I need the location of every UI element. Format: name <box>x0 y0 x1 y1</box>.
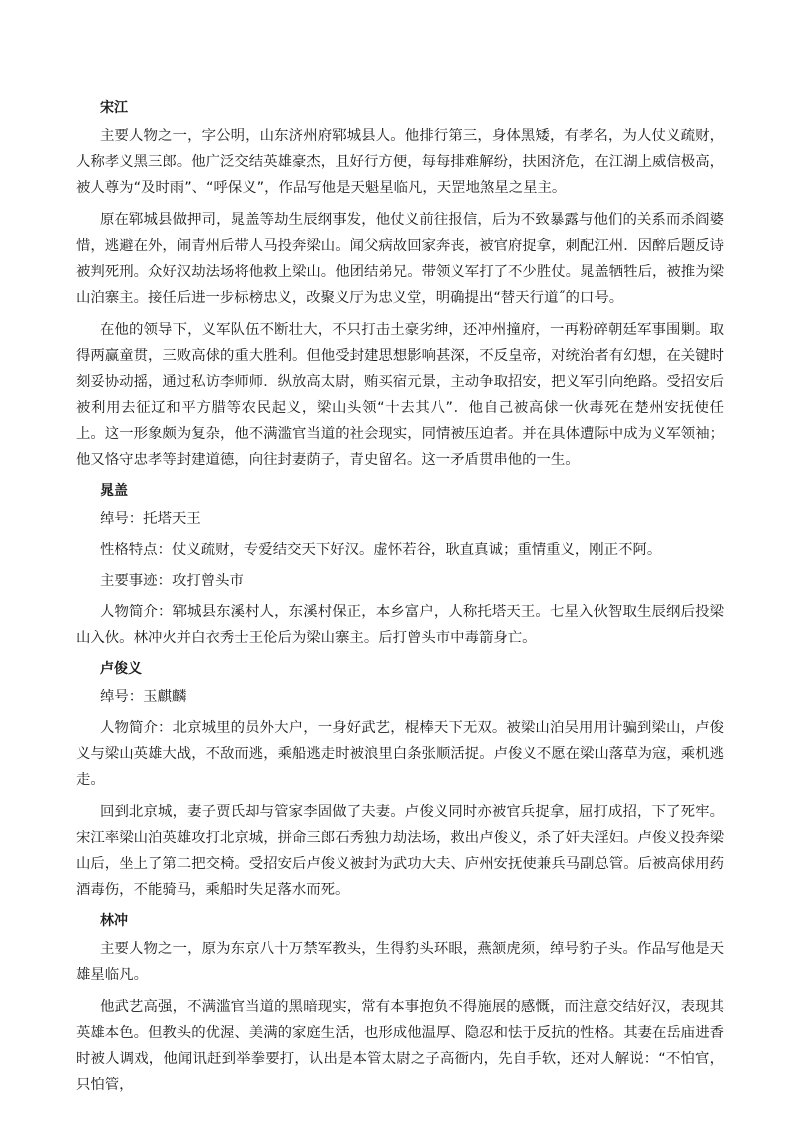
section-chaogai <box>76 479 724 651</box>
paragraph: 回到北京城，妻子贾氏却与管家李固做了夫妻。卢俊义同时亦被官兵捉拿，屈打成招，下了死牢。宋江率梁山泊英雄攻打北京城，拼命三郎石秀独力劫法场，救出卢俊义，杀了奸夫淫妇。卢俊义投奔梁山后，坐上了第二把交椅。受招安后卢俊义被封为武功大夫、庐州安抚使兼兵马副总管。后被高俅用药酒毒伤，不能骑马，乘船时失足落水而死。 <box>76 804 724 898</box>
paragraph: 他武艺高强，不满滥官当道的黑暗现实，常有本事抱负不得施展的感慨，而注意交结好汉，表现其英雄本色。但教头的优渥、美满的家庭生活，也形成他温厚、隐忍和怯于反抗的性格。其妻在岳庙进香时被人调戏，他闻讯赶到举拳要打，认出是本管太尉之子高衙内，先自手软，还对人解说：“不怕官，只怕管， <box>76 999 724 1093</box>
paragraph: 性格特点：仗义疏财，专爱结交天下好汉。虚怀若谷，耿直真诚；重情重义，刚正不阿。 <box>100 542 662 558</box>
section-lujunyi <box>76 657 724 903</box>
section-title: 晁盖 <box>100 483 128 499</box>
section-linchong <box>76 909 724 1098</box>
paragraph: 主要事迹：攻打曾头市 <box>100 573 244 589</box>
paragraph: 主要人物之一，原为东京八十万禁军教头，生得豹头环眼，燕颔虎须，绰号豹子头。作品写他是天雄星临凡。 <box>76 941 724 983</box>
section-songjiang <box>76 96 724 473</box>
section-title: 宋江 <box>100 100 128 116</box>
paragraph: 原在郓城县做押司，晁盖等劫生辰纲事发，他仗义前往报信，后为不致暴露与他们的关系而杀阎婆惜，逃避在外，闹青州后带人马投奔梁山。闻父病故回家奔丧，被官府捉拿，刺配江州．因醉后题反诗被判死刑。众好汉劫法场将他救上梁山。他团结弟兄。带领义军打了不少胜仗。晁盖牺牲后，被推为梁山泊寨主。接任后进一步标榜忠义，改聚义厅为忠义堂，明确提出“替天行道˝的口号。 <box>76 212 724 306</box>
paragraph: 在他的领导下，义军队伍不断壮大，不只打击土豪劣绅，还冲州撞府，一再粉碎朝廷军事围剿。取得两赢童贯，三败高俅的重大胜利。但他受封建思想影响甚深，不反皇帝，对统治者有幻想，在关键时刻妥协动摇，通过私访李师师．纵放高太尉，贿买宿元景，主动争取招安，把义军引向绝路。受招安后被利用去征辽和平方腊等农民起义，梁山头领“十去其八”．他自己被高俅一伙毒死在楚州安抚使任上。这一形象颇为复杂，他不满滥官当道的社会现实，同情被压迫者。并在具体遭际中成为义军领袖；他又恪守忠孝等封建道德，向往封妻荫子，青史留名。这一矛盾贯串他的一生。 <box>76 322 724 468</box>
section-title: 卢俊义 <box>100 661 142 677</box>
paragraph: 人物简介：郓城县东溪村人，东溪村保正，本乡富户，人称托塔天王。七星入伙智取生辰纲后投梁山入伙。林冲火并白衣秀士王伦后为梁山寨主。后打曾头市中毒箭身亡。 <box>76 604 724 646</box>
paragraph: 人物简介：北京城里的员外大户，一身好武艺，棍棒天下无双。被梁山泊吴用用计骗到梁山，卢俊义与梁山英雄大战，不敌而逃，乘船逃走时被浪里白条张顺活捉。卢俊义不愿在梁山落草为寇，乘机逃走。 <box>76 720 724 788</box>
paragraph: 主要人物之一，字公明，山东济州府郓城县人。他排行第三，身体黑矮，有孝名，为人仗义疏财，人称孝义黑三郎。他广泛交结英雄豪杰，且好行方便，每每排难解纷，扶困济危，在江湖上威信极高，被人尊为“及时雨”、“呼保义”，作品写他是天魁星临凡，天罡地煞星之星主。 <box>76 128 724 196</box>
paragraph: 绰号：托塔天王 <box>100 511 201 527</box>
document-body <box>76 96 724 1104</box>
paragraph: 绰号：玉麒麟 <box>100 689 187 705</box>
section-title: 林冲 <box>100 913 128 929</box>
